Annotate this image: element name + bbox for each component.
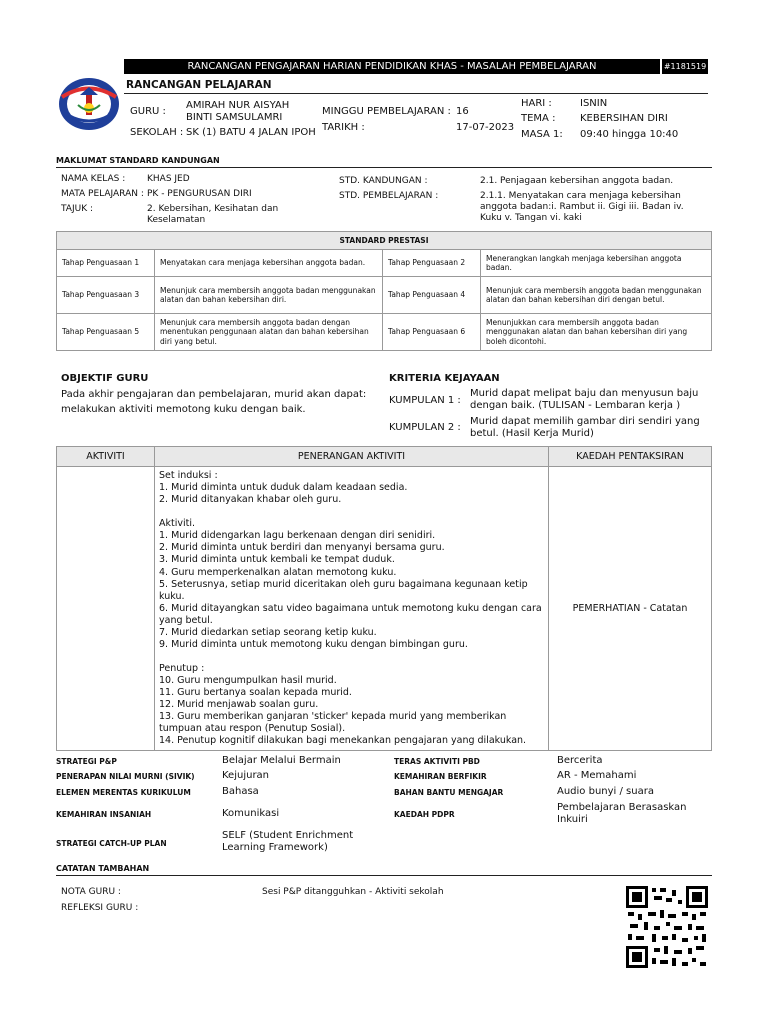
- mata-pelajaran-label: MATA PELAJARAN :: [61, 189, 144, 199]
- minggu-label: MINGGU PEMBELAJARAN :: [322, 106, 451, 117]
- nilai-value: Kejujuran: [222, 770, 270, 781]
- insaniah-label: KEMAHIRAN INSANIAH: [56, 810, 152, 819]
- nama-kelas-label: NAMA KELAS :: [61, 174, 126, 184]
- school-logo: [56, 75, 122, 133]
- objektif-line-2: melakukan aktiviti memotong kuku dengan baik.: [61, 404, 306, 415]
- strategi-value: Belajar Melalui Bermain: [222, 755, 341, 766]
- guru-label: GURU :: [130, 106, 166, 117]
- tarikh-label: TARIKH :: [322, 122, 365, 133]
- minggu-value: 16: [456, 106, 469, 117]
- kaedah-pdpr-value: Pembelajaran Berasaskan Inkuiri: [557, 802, 687, 825]
- masa-label: MASA 1:: [521, 129, 563, 140]
- catchup-label: STRATEGI CATCH-UP PLAN: [56, 839, 167, 848]
- bahan-value: Audio bunyi / suara: [557, 786, 654, 797]
- catchup-value: SELF (Student Enrichment Learning Framework): [222, 830, 354, 853]
- penerangan-header: PENERANGAN AKTIVITI: [155, 447, 549, 467]
- sekolah-value: SK (1) BATU 4 JALAN IPOH: [186, 127, 316, 138]
- qr-code: [626, 886, 708, 968]
- kemahiran-berfikir-label: KEMAHIRAN BERFIKIR: [394, 772, 487, 781]
- tp-label: Tahap Penguasaan 3: [57, 277, 155, 314]
- divider: [124, 93, 708, 94]
- nota-guru-label: NOTA GURU :: [61, 887, 121, 897]
- teras-value: Bercerita: [557, 755, 603, 766]
- standard-prestasi-table: [56, 231, 712, 351]
- document-id: #1181519: [662, 59, 708, 74]
- std-kandungan-value: 2.1. Penjagaan kebersihan anggota badan.: [480, 176, 674, 186]
- maklumat-title: MAKLUMAT STANDARD KANDUNGAN: [56, 156, 220, 165]
- std-pembelajaran-value: 2.1.1. Menyatakan cara menjaga kebersihan anggota badan:i. Rambut ii. Gigi iii. Badan iv. Kuku v. Tangan vi. kaki: [480, 191, 684, 223]
- masa-value: 09:40 hingga 10:40: [580, 129, 679, 140]
- divider: [56, 167, 712, 168]
- qr-code-icon: [626, 886, 708, 968]
- insaniah-value: Komunikasi: [222, 808, 280, 819]
- refleksi-guru-label: REFLEKSI GURU :: [61, 903, 139, 913]
- tp-label: Tahap Penguasaan 4: [383, 277, 481, 314]
- table-row: [57, 314, 712, 351]
- catatan-title: CATATAN TAMBAHAN: [56, 864, 150, 873]
- divider: [56, 875, 712, 876]
- school-logo-icon: [56, 75, 122, 133]
- tarikh-value: 17-07-2023: [456, 122, 515, 133]
- kumpulan-1-label: KUMPULAN 1 :: [389, 395, 461, 406]
- kaedah-pdpr-label: KAEDAH PDPR: [394, 810, 455, 819]
- kemahiran-berfikir-value: AR - Memahami: [557, 770, 637, 781]
- nota-guru-value: Sesi P&P ditangguhkan - Aktiviti sekolah: [262, 887, 444, 897]
- table-row: [57, 277, 712, 314]
- kaedah-header: KAEDAH PENTAKSIRAN: [549, 447, 712, 467]
- std-pembelajaran-label: STD. PEMBELAJARAN :: [339, 191, 439, 201]
- teras-label: TERAS AKTIVITI PBD: [394, 757, 480, 766]
- mata-pelajaran-value: PK - PENGURUSAN DIRI: [147, 189, 252, 199]
- tp-description: Menerangkan langkah menjaga kebersihan anggota badan.: [481, 250, 712, 277]
- penerangan-aktiviti: Set induksi : 1. Murid diminta untuk duduk dalam keadaan sedia. 2. Murid ditanyakan khabar oleh guru. Aktiviti. 1. Murid didengarkan lagu berkenaan dengan diri senidiri. 2. Murid diminta untuk berdiri dan menyanyi bersama guru. 3. Murid diminta untuk kembali ke tempat duduk. 4. Guru memperkenalkan alatan memotong kuku. 5. Seterusnya, setiap murid diceritakan oleh guru bagaimana kegunaan ketip kuku. 6. Murid ditayangkan satu video bagaimana untuk memotong kuku dengan cara yang betul. 7. Murid diedarkan setiap seorang ketip kuku. 9. Murid diminta untuk memotong kuku dengan bimbingan guru. Penutup : 10. Guru mengumpulkan hasil murid. 11. Guru bertanya soalan kepada murid. 12. Murid menjawab soalan guru. 13. Guru memberikan ganjaran 'sticker' kepada murid yang memberikan tumpuan atau respon (Penutup Sosial). 14. Penutup kognitif dilakukan bagi menekankan pengajaran yang dilakukan.: [155, 467, 549, 751]
- aktiviti-table: [56, 446, 712, 751]
- objektif-line-1: Pada akhir pengajaran dan pembelajaran, murid akan dapat:: [61, 389, 367, 400]
- kaedah-pentaksiran: PEMERHATIAN - Catatan: [549, 467, 712, 751]
- tp-label: Tahap Penguasaan 1: [57, 250, 155, 277]
- strategi-label: STRATEGI P&P: [56, 757, 117, 766]
- kumpulan-2-label: KUMPULAN 2 :: [389, 422, 461, 433]
- table-row: [57, 250, 712, 277]
- tajuk-label: TAJUK :: [61, 204, 93, 214]
- bahan-label: BAHAN BANTU MENGAJAR: [394, 788, 504, 797]
- kumpulan-2-value: Murid dapat memilih gambar diri sendiri yang betul. (Hasil Kerja Murid): [470, 416, 700, 439]
- tp-label: Tahap Penguasaan 6: [383, 314, 481, 351]
- kriteria-title: KRITERIA KEJAYAAN: [389, 373, 500, 384]
- std-kandungan-label: STD. KANDUNGAN :: [339, 176, 428, 186]
- aktiviti-header: AKTIVITI: [57, 447, 155, 467]
- header-banner: RANCANGAN PENGAJARAN HARIAN PENDIDIKAN KHAS - MASALAH PEMBELAJARAN: [124, 59, 660, 74]
- tajuk-value: 2. Kebersihan, Kesihatan dan Keselamatan: [147, 204, 279, 225]
- tp-description: Menunjuk cara membersih anggota badan menggunakan alatan dan bahan kebersihan diri dengan betul.: [481, 277, 712, 314]
- tp-description: Menyatakan cara menjaga kebersihan anggota badan.: [155, 250, 383, 277]
- elemen-label: ELEMEN MERENTAS KURIKULUM: [56, 788, 191, 797]
- tema-label: TEMA :: [521, 113, 556, 124]
- sekolah-label: SEKOLAH :: [130, 127, 184, 138]
- kumpulan-1-value: Murid dapat melipat baju dan menyusun baju dengan baik. (TULISAN - Lembaran kerja ): [470, 388, 699, 411]
- tp-label: Tahap Penguasaan 5: [57, 314, 155, 351]
- hari-label: HARI :: [521, 98, 552, 109]
- tp-label: Tahap Penguasaan 2: [383, 250, 481, 277]
- lesson-plan-title: RANCANGAN PELAJARAN: [126, 79, 272, 91]
- objektif-title: OBJEKTIF GURU: [61, 373, 149, 384]
- tp-description: Menunjuk cara membersih anggota badan dengan menentukan penggunaan alatan dan bahan kebersihan diri yang betul.: [155, 314, 383, 351]
- tp-description: Menunjuk cara membersih anggota badan menggunakan alatan dan bahan kebersihan diri.: [155, 277, 383, 314]
- guru-value: AMIRAH NUR AISYAH BINTI SAMSULAMRI: [186, 100, 290, 123]
- aktiviti-cell: [57, 467, 155, 751]
- nama-kelas-value: KHAS JED: [147, 174, 190, 184]
- elemen-value: Bahasa: [222, 786, 259, 797]
- nilai-label: PENERAPAN NILAI MURNI (SIVIK): [56, 772, 195, 781]
- tp-description: Menunjukkan cara membersih anggota badan menggunakan alatan dan bahan kebersihan diri yang boleh dicontohi.: [481, 314, 712, 351]
- hari-value: ISNIN: [580, 98, 608, 109]
- tema-value: KEBERSIHAN DIRI: [580, 113, 668, 124]
- standard-prestasi-title: STANDARD PRESTASI: [57, 232, 712, 250]
